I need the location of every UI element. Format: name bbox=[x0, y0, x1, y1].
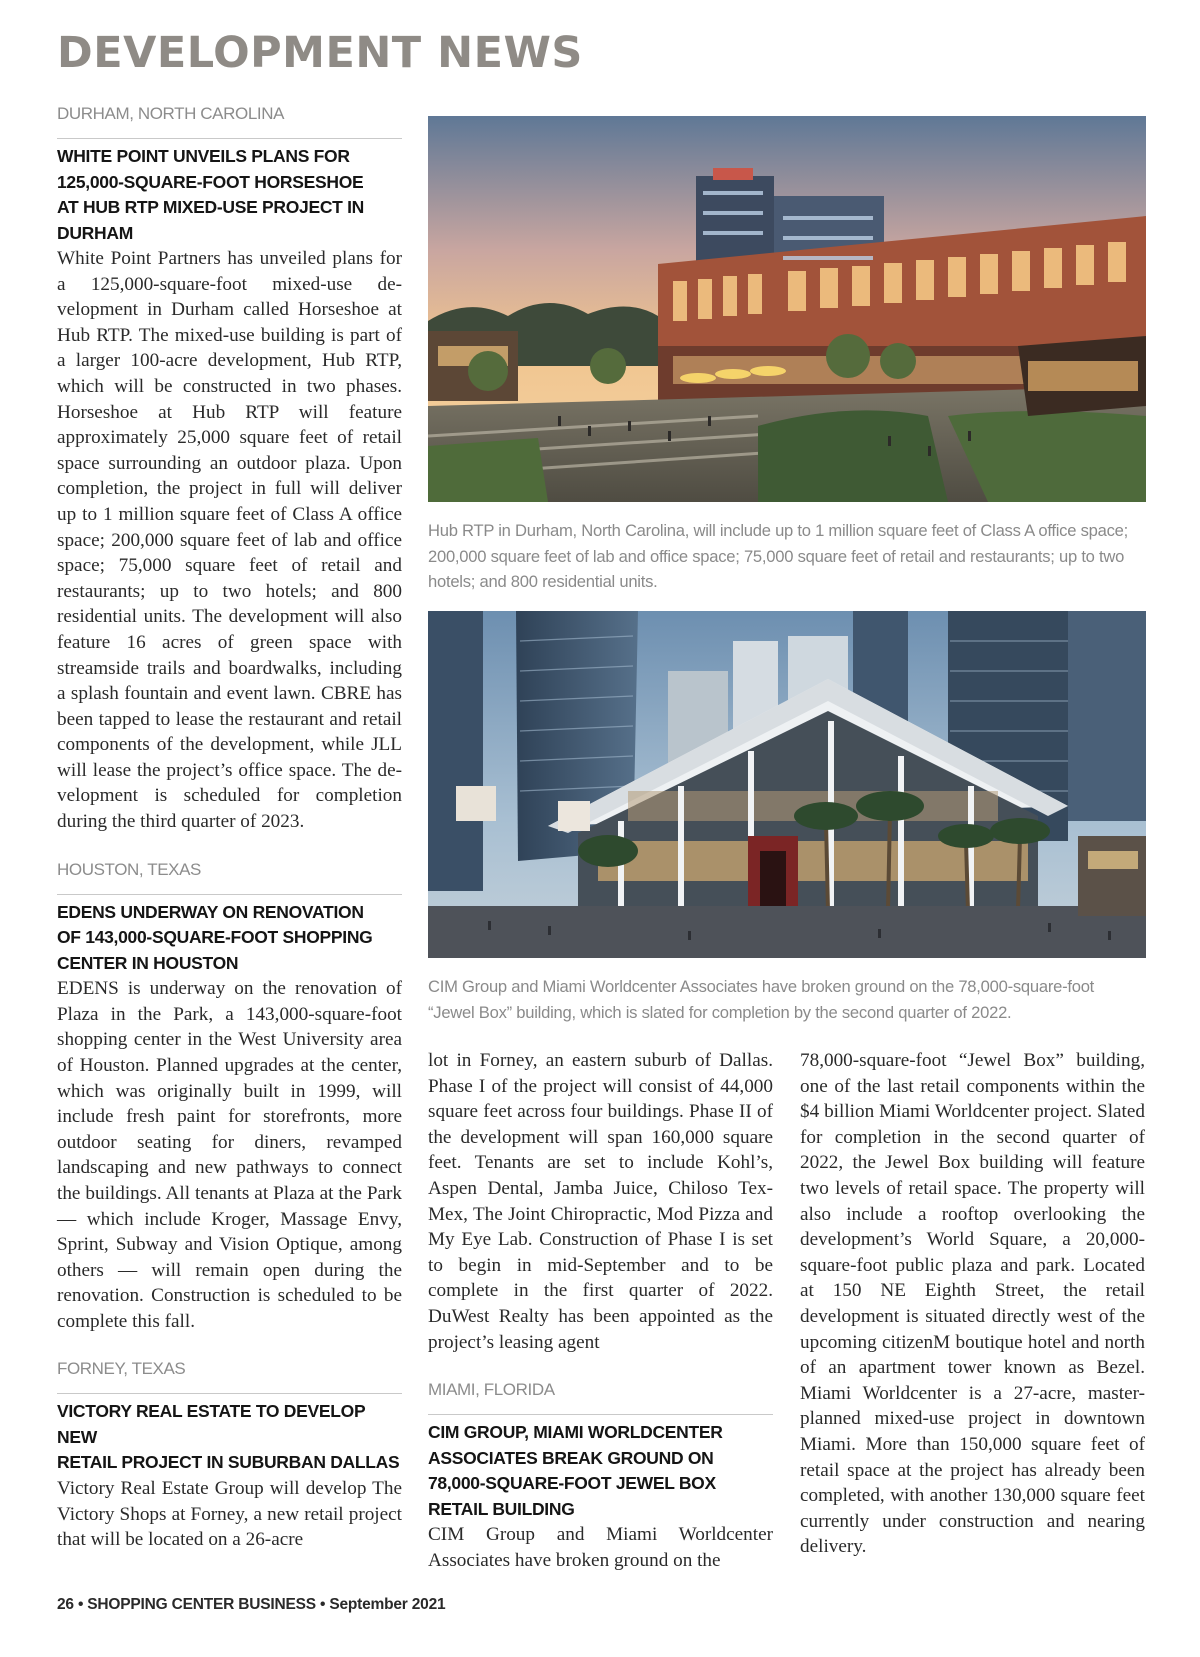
left-column bbox=[57, 104, 402, 1553]
article-body-durham: White Point Partners has unveiled plans for a 125,000-square-foot mixed-use development in Durham called Horseshoe at Hub RTP. The mixed-use building is part of a larger 100-acre development, Hub RTP, which will be constructed in two phases. Horseshoe at Hub RTP will feature approximately 25,000 square feet of retail space surrounding an outdoor plaza. Upon completion, the project in full will deliver up to 1 million square feet of Class A office space; 200,000 square feet of lab and office space; 75,000 square feet of retail and restaurants; up to two hotels; and 800 residential units. The development will also feature 16 acres of green space with streamside trails and boardwalks, including a splash fountain and event lawn. CBRE has been tapped to lease the restaurant and retail components of the development, while JLL will lease the project’s office space. The development is scheduled for completion during the third quarter of 2023. bbox=[57, 248, 402, 833]
article-body-forney-part1: Victory Real Estate Group will develop The Victory Shops at Forney, a new retail project that will be located on a 26-acre bbox=[57, 1477, 402, 1551]
photo-caption-hub-rtp: Hub RTP in Durham, North Carolina, will include up to 1 million square feet of Class A office space; 200,000 square feet of lab and office space; 75,000 square feet of retail and restaurants; up to two hotels; and 800 residential units. bbox=[428, 521, 1128, 591]
headline-durham: WHITE POINT UNVEILS PLANS FOR 125,000-SQUARE-FOOT HORSESHOE AT HUB RTP MIXED-USE PROJECT IN DURHAM bbox=[57, 146, 365, 243]
page-footer: 26 • SHOPPING CENTER BUSINESS • September 2021 bbox=[57, 1596, 446, 1613]
dateline-miami: MIAMI, FLORIDA bbox=[428, 1380, 555, 1400]
divider bbox=[428, 1414, 773, 1415]
middle-column bbox=[428, 1048, 773, 1573]
headline-houston: EDENS UNDERWAY ON RENOVATION OF 143,000-SQUARE-FOOT SHOPPING CENTER IN HOUSTON bbox=[57, 901, 373, 973]
headline-miami: CIM GROUP, MIAMI WORLDCENTER ASSOCIATES BREAK GROUND ON 78,000-SQUARE-FOOT JEWEL BOX RETAIL BUILDING bbox=[428, 1422, 723, 1519]
divider bbox=[57, 1393, 402, 1394]
right-column bbox=[800, 1048, 1145, 1560]
photo-hub-rtp-rendering bbox=[428, 116, 1146, 502]
dateline-houston: HOUSTON, TEXAS bbox=[57, 859, 201, 879]
article-body-forney-part2: lot in Forney, an eastern suburb of Dallas. Phase I of the project will consist of 44,000 square feet across four buildings. Phase II of the development will span 160,000 square feet. Tenants are set to include Kohl’s, Aspen Dental, Jamba Juice, Chiloso Tex-Mex, The Joint Chiropractic, Mod Pizza and My Eye Lab. Construction of Phase I is set to begin in mid-September and to be complete in the first quarter of 2022. DuWest Realty has been appointed as the project’s leasing agent bbox=[428, 1050, 773, 1353]
divider bbox=[57, 138, 402, 139]
article-body-miami-part2: 78,000-square-foot “Jewel Box” building, one of the last retail components within the $4 billion Miami Worldcenter project. Slated for completion in the second quarter of 2022, the Jewel Box building will feature two levels of retail space. The property will also include a rooftop overlooking the development’s World Square, a 20,000-square-foot public plaza and park. Located at 150 NE Eighth Street, the retail development is situated directly west of the upcoming citizenM boutique hotel and north of an apartment tower known as Bezel. Miami Worldcenter is a 27-acre, master-planned mixed-use project in downtown Miami. More than 150,000 square feet of retail space at the project has already been completed, with another 130,000 square feet currently under construction and nearing delivery. bbox=[800, 1050, 1145, 1558]
divider bbox=[57, 894, 402, 895]
article-body-houston: EDENS is underway on the renovation of Plaza in the Park, a 143,000-square-foot shopping center in the West University area of Houston. Planned upgrades at the center, which was originally built in 1999, will include fresh paint for storefronts, more outdoor seating for diners, revamped landscaping and new pathways to connect the buildings. All tenants at Plaza at the Park — which include Kroger, Massage Envy, Sprint, Subway and Vision Optique, among others — will remain open during the renovation. Construction is scheduled to be complete this fall. bbox=[57, 978, 402, 1332]
dateline-forney: FORNEY, TEXAS bbox=[57, 1359, 186, 1379]
headline-forney: VICTORY REAL ESTATE TO DEVELOP NEW RETAIL PROJECT IN SUBURBAN DALLAS bbox=[57, 1401, 400, 1473]
dateline-durham: DURHAM, NORTH CAROLINA bbox=[57, 104, 285, 123]
article-body-miami-part1: CIM Group and Miami Worldcenter Associates have broken ground on the bbox=[428, 1524, 773, 1571]
page-title: DEVELOPMENT NEWS bbox=[57, 28, 583, 78]
photo-jewel-box-rendering bbox=[428, 611, 1146, 958]
photo-caption-jewel-box: CIM Group and Miami Worldcenter Associates have broken ground on the 78,000-square-foot “Jewel Box” building, which is slated for completion by the second quarter of 2022. bbox=[428, 977, 1095, 1022]
